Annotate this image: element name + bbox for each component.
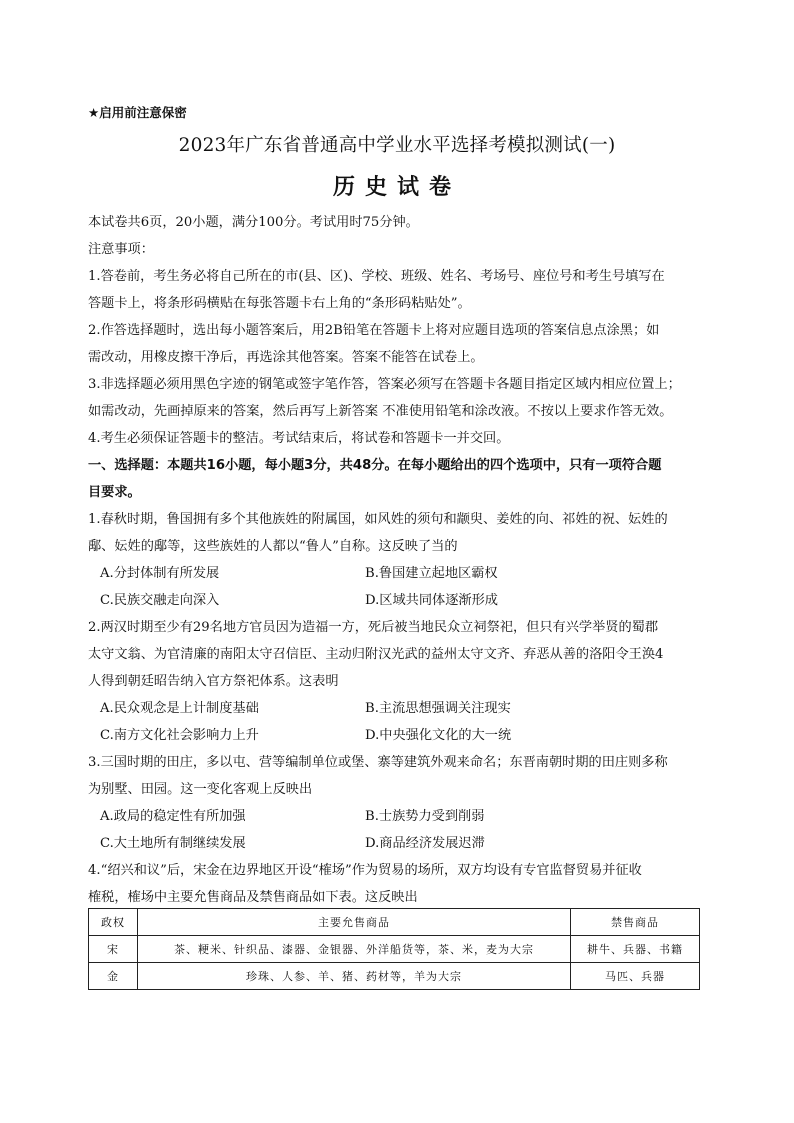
notice-title: 注意事项： — [88, 242, 154, 257]
question-3-option-a: A.政局的稳定性有所加强 — [100, 809, 246, 824]
table-cell: 耕牛、兵器、书籍 — [571, 936, 700, 963]
table-cell: 珍珠、人参、羊、猪、药材等，羊为大宗 — [138, 963, 571, 990]
question-3-line-2: 为别墅、田园。这一变化客观上反映出 — [88, 782, 313, 797]
table-row — [89, 963, 700, 990]
question-1-line-2: 鄅、妘姓的鄅等，这些族姓的人都以“鲁人”自称。这反映了当的 — [88, 539, 458, 554]
notice-1-line-1: 1.答卷前，考生务必将自己所在的市(县、区)、学校、班级、姓名、考场号、座位号和考生号填写在 — [88, 269, 665, 284]
table-cell: 马匹、兵器 — [571, 963, 700, 990]
question-2-option-c: C.南方文化社会影响力上升 — [100, 728, 259, 743]
table-header-cell: 主要允售商品 — [138, 909, 571, 936]
trade-goods-table — [88, 908, 700, 990]
table-cell: 茶、粳米、针织品、漆器、金银器、外洋船货等，茶、米，麦为大宗 — [138, 936, 571, 963]
question-3-option-c: C.大土地所有制继续发展 — [100, 836, 246, 851]
exam-info: 本试卷共6页，20小题，满分100分。考试用时75分钟。 — [88, 215, 419, 230]
table-row — [89, 936, 700, 963]
notice-3-line-1: 3.非选择题必须用黑色字迹的钢笔或签字笔作答，答案必须写在答题卡各题目指定区域内相应位置上； — [88, 377, 681, 392]
question-4-line-2: 榷税，榷场中主要允售商品及禁售商品如下表。这反映出 — [88, 890, 418, 905]
notice-2-line-1: 2.作答选择题时，选出每小题答案后，用2B铅笔在答题卡上将对应题目选项的答案信息点涂黑；如 — [88, 323, 660, 338]
question-2-option-b: B.主流思想强调关注现实 — [365, 701, 511, 716]
confidential-mark: ★启用前注意保密 — [88, 105, 187, 120]
question-1-option-b: B.鲁国建立起地区霸权 — [365, 566, 498, 581]
question-2-option-a: A.民众观念是上计制度基础 — [100, 701, 259, 716]
question-2-line-2: 太守文翁、为官清廉的南阳太守召信臣、主动归附汉光武的益州太守文齐、弃恶从善的洛阳令王涣4 — [88, 647, 664, 662]
table-header-row — [89, 909, 700, 936]
question-1-line-1: 1.春秋时期，鲁国拥有多个其他族姓的附属国，如风姓的须句和颛臾、姜姓的向、祁姓的祝、妘姓的 — [88, 512, 668, 527]
question-4-line-1: 4.“绍兴和议”后，宋金在边界地区开设“榷场”作为贸易的场所，双方均设有专官监督贸易并征收 — [88, 863, 642, 878]
question-2-option-d: D.中央强化文化的大一统 — [365, 728, 512, 743]
notice-2-line-2: 需改动，用橡皮擦干净后，再选涂其他答案。答案不能答在试卷上。 — [88, 350, 484, 365]
table-cell: 金 — [89, 963, 138, 990]
question-2-line-3: 人得到朝廷昭告纳入官方祭祀体系。这表明 — [88, 674, 339, 689]
notice-4-line-1: 4.考生必须保证答题卡的整洁。考试结束后，将试卷和答题卡一并交回。 — [88, 431, 510, 446]
question-1-option-c: C.民族交融走向深入 — [100, 593, 220, 608]
subject-title: 历史试卷 — [332, 175, 461, 200]
question-3-line-1: 3.三国时期的田庄，多以屯、营等编制单位或堡、寨等建筑外观来命名；东晋南朝时期的田庄则多称 — [88, 755, 668, 770]
exam-title: 2023年广东省普通高中学业水平选择考模拟测试(一) — [178, 135, 616, 156]
question-1-option-a: A.分封体制有所发展 — [100, 566, 220, 581]
table-header-cell: 政权 — [89, 909, 138, 936]
table-cell: 宋 — [89, 936, 138, 963]
question-3-option-b: B.士族势力受到削弱 — [365, 809, 485, 824]
table-header-cell: 禁售商品 — [571, 909, 700, 936]
question-3-option-d: D.商品经济发展迟滞 — [365, 836, 485, 851]
notice-3-line-2: 如需改动，先画掉原来的答案，然后再写上新答案 不准使用铅笔和涂改液。不按以上要求作答无效。 — [88, 404, 673, 419]
question-1-option-d: D.区域共同体逐渐形成 — [365, 593, 498, 608]
section-heading-line-1: 一、选择题：本题共16小题，每小题3分，共48分。在每小题给出的四个选项中，只有一项符合题 — [88, 458, 662, 473]
notice-1-line-2: 答题卡上，将条形码横贴在每张答题卡右上角的“条形码粘贴处”。 — [88, 296, 471, 311]
section-heading-line-2: 目要求。 — [88, 485, 141, 500]
question-2-line-1: 2.两汉时期至少有29名地方官员因为造福一方，死后被当地民众立祠祭祀，但只有兴学举贤的蜀郡 — [88, 620, 659, 635]
